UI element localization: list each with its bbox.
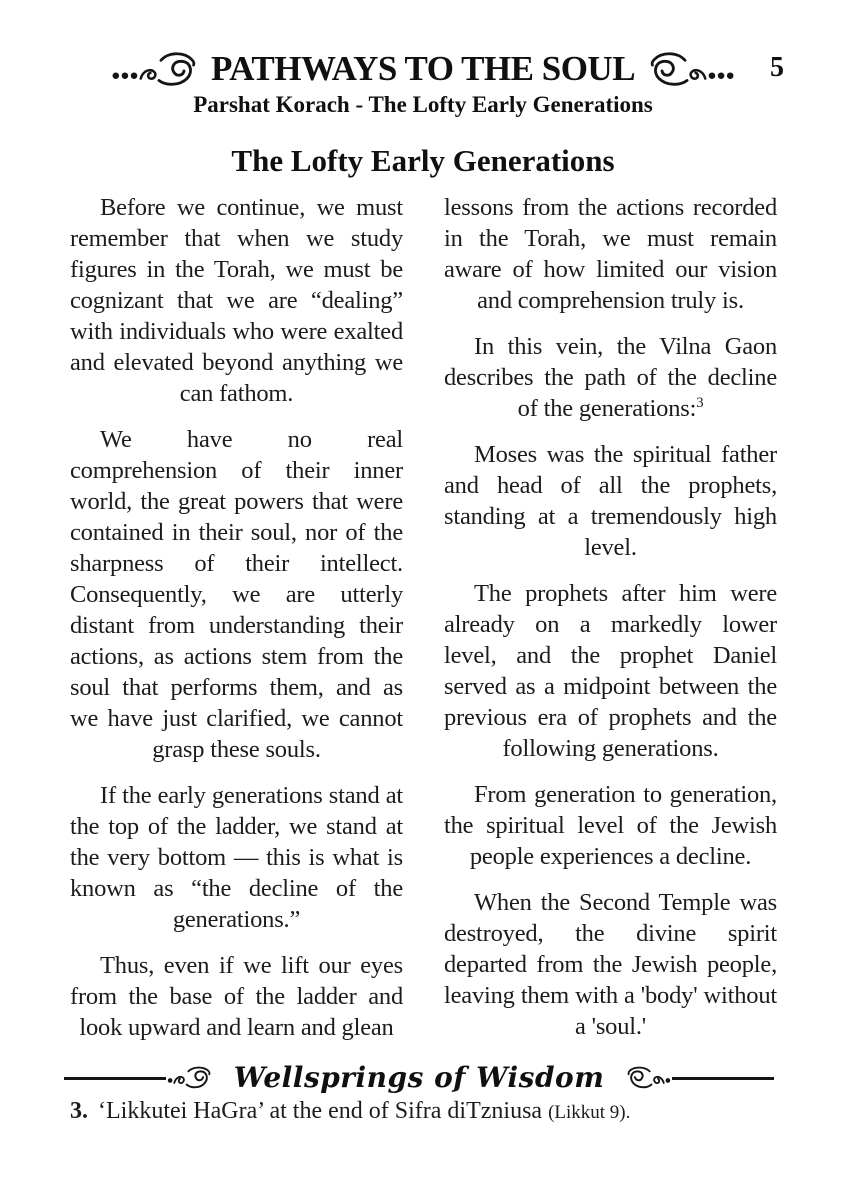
paragraph-text: Moses was the spiritual father and head of all the prophets, standing at a tremendously high level. [444,441,777,561]
text-column-left [70,192,403,1058]
book-title: PATHWAYS TO THE SOUL [210,49,636,88]
paragraph-text: The prophets after him were already on a markedly lower level, and the prophet Daniel served as a midpoint between the previous era of prophets and the following generations. [444,580,777,762]
paragraph-text: We have no real comprehension of their inner world, the great powers that were contained in their soul, nor of the sharpness of their intellect. Consequently, we are utterly distant from understanding their actions, as actions stem from the soul that performs them, and as we have just clarified, we cannot grasp these souls. [70,426,403,763]
paragraph-text: If the early generations stand at the top of the ladder, we stand at the very bottom — this is what is known as “the decline of the generations.” [70,782,403,933]
footnote-text: ‘Likkutei HaGra’ at the end of Sifra diTzniusa [98,1098,543,1124]
paragraph [444,578,777,764]
paragraph-text: Thus, even if we lift our eyes from the base of the ladder and look upward and learn and glean [70,952,403,1041]
header-flourish-right-icon [639,47,735,91]
banner-title: Wellsprings of Wisdom [233,1060,605,1094]
paragraph [70,950,403,1043]
paragraph [444,192,777,316]
paragraph-text: When the Second Temple was destroyed, the divine spirit departed from the Jewish people, leaving them with a 'body' without a 'soul.' [444,889,777,1040]
paragraph [70,192,403,409]
footnote-reference: (Likkut 9). [548,1102,631,1123]
paragraph [70,424,403,765]
paragraph [444,779,777,872]
paragraph-text: Before we continue, we must remember that when we study figures in the Torah, we must be cognizant that we are “dealing” with individuals who were exalted and elevated beyond anything we can fathom. [70,194,403,407]
page-number: 5 [770,52,784,83]
footer-banner [64,1058,774,1098]
paragraph [444,331,777,424]
banner-rule-left [64,1077,166,1080]
section-heading: The Lofty Early Generations [231,143,615,178]
page-header [0,46,846,92]
paragraph-text: From generation to generation, the spiritual level of the Jewish people experiences a decline. [444,781,777,870]
text-column-right [444,192,777,1058]
footnote-number: 3. [70,1098,88,1124]
text-columns [70,192,778,1058]
paragraph [444,439,777,563]
banner-rule-right [672,1077,774,1080]
footer-flourish-right-icon [606,1063,672,1093]
paragraph [70,780,403,935]
paragraph-text: lessons from the actions recorded in the Torah, we must remain aware of how limited our vision and comprehension truly is. [444,194,777,314]
footer-flourish-left-icon [166,1063,232,1093]
paragraph [444,887,777,1042]
footnote-marker: 3 [696,394,704,411]
header-flourish-left-icon [111,47,207,91]
footnote [70,1098,778,1125]
paragraph-text: In this vein, the Vilna Gaon describes the path of the decline of the generations: [444,333,777,422]
chapter-subtitle: Parshat Korach - The Lofty Early Generations [193,92,653,117]
